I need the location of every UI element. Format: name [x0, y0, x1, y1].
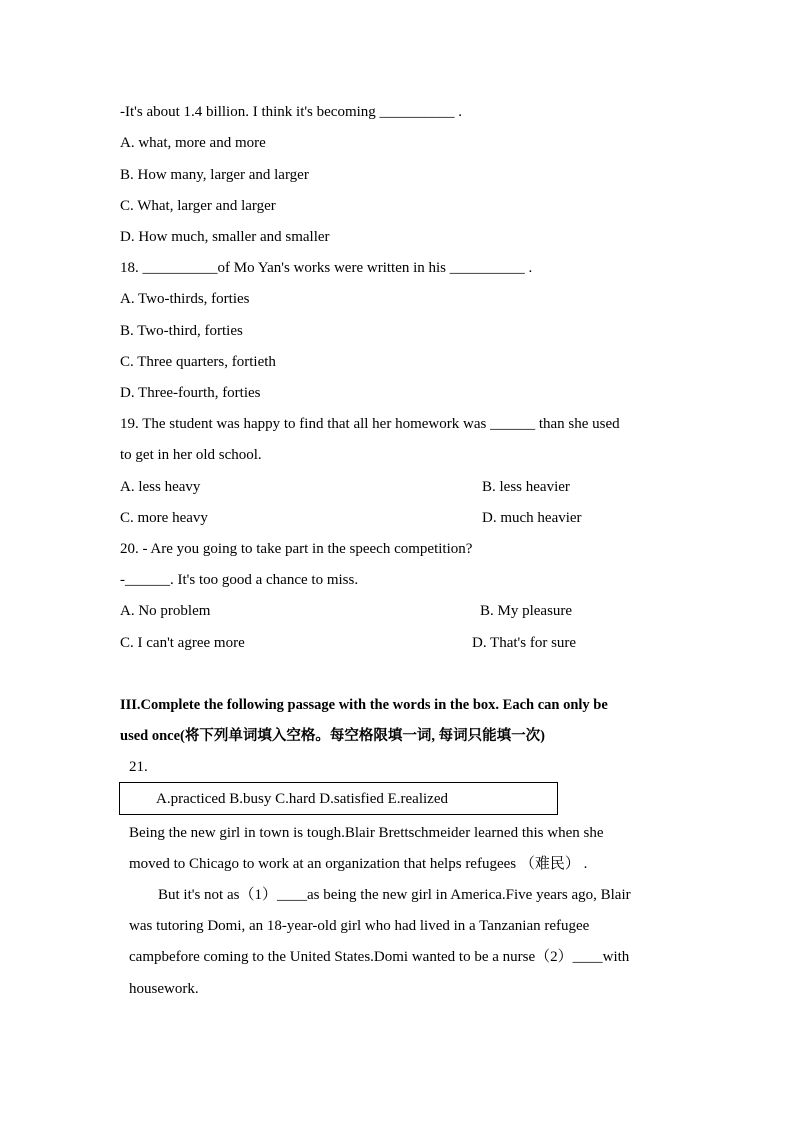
q19-option-c: C. more heavy [120, 510, 208, 526]
q20-stem: 20. - Are you going to take part in the speech competition? [120, 541, 473, 557]
q20-option-a: A. No problem [120, 603, 211, 619]
section-3-heading-line-2: used once(将下列单词填入空格。每空格限填一词, 每词只能填一次) [120, 728, 545, 744]
q18-option-a: A. Two-thirds, forties [120, 291, 250, 307]
q18-option-b: B. Two-third, forties [120, 323, 243, 339]
q20-option-b: B. My pleasure [480, 603, 573, 619]
q19-stem-line-2: to get in her old school. [120, 447, 262, 463]
q17-option-c: C. What, larger and larger [120, 198, 276, 214]
q21-number: 21. [129, 759, 148, 775]
passage-line-5: campbefore coming to the United States.Domi wanted to be a nurse（2）____with [129, 949, 630, 965]
section-3-heading-line-1: III.Complete the following passage with the words in the box. Each can only be [120, 697, 608, 713]
passage-line-2: moved to Chicago to work at an organization that helps refugees （难民） . [129, 856, 588, 872]
q19-option-a: A. less heavy [120, 479, 201, 495]
q18-option-c: C. Three quarters, fortieth [120, 354, 276, 370]
q17-option-a: A. what, more and more [120, 135, 266, 151]
q20-reply: -______. It's too good a chance to miss. [120, 572, 359, 588]
q19-option-d: D. much heavier [482, 510, 582, 526]
q19-stem-line-1: 19. The student was happy to find that all her homework was ______ than she used [120, 416, 620, 432]
q19-option-b: B. less heavier [482, 479, 570, 495]
q17-option-d: D. How much, smaller and smaller [120, 229, 330, 245]
passage-line-3: But it's not as（1）____as being the new girl in America.Five years ago, Blair [158, 887, 631, 903]
q18-option-d: D. Three-fourth, forties [120, 385, 261, 401]
q20-option-c: C. I can't agree more [120, 635, 245, 651]
q17-option-b: B. How many, larger and larger [120, 167, 309, 183]
passage-line-6: housework. [129, 981, 199, 997]
word-box [119, 782, 558, 815]
q18-stem: 18. __________of Mo Yan's works were written in his __________ . [120, 260, 533, 276]
passage-line-1: Being the new girl in town is tough.Blair Brettschmeider learned this when she [129, 825, 604, 841]
q20-option-d: D. That's for sure [472, 635, 577, 651]
q17-answer-line: -It's about 1.4 billion. I think it's becoming __________ . [120, 104, 463, 120]
passage-line-4: was tutoring Domi, an 18-year-old girl who had lived in a Tanzanian refugee [129, 918, 590, 934]
word-box-words: A.practiced B.busy C.hard D.satisfied E.realized [156, 791, 448, 807]
